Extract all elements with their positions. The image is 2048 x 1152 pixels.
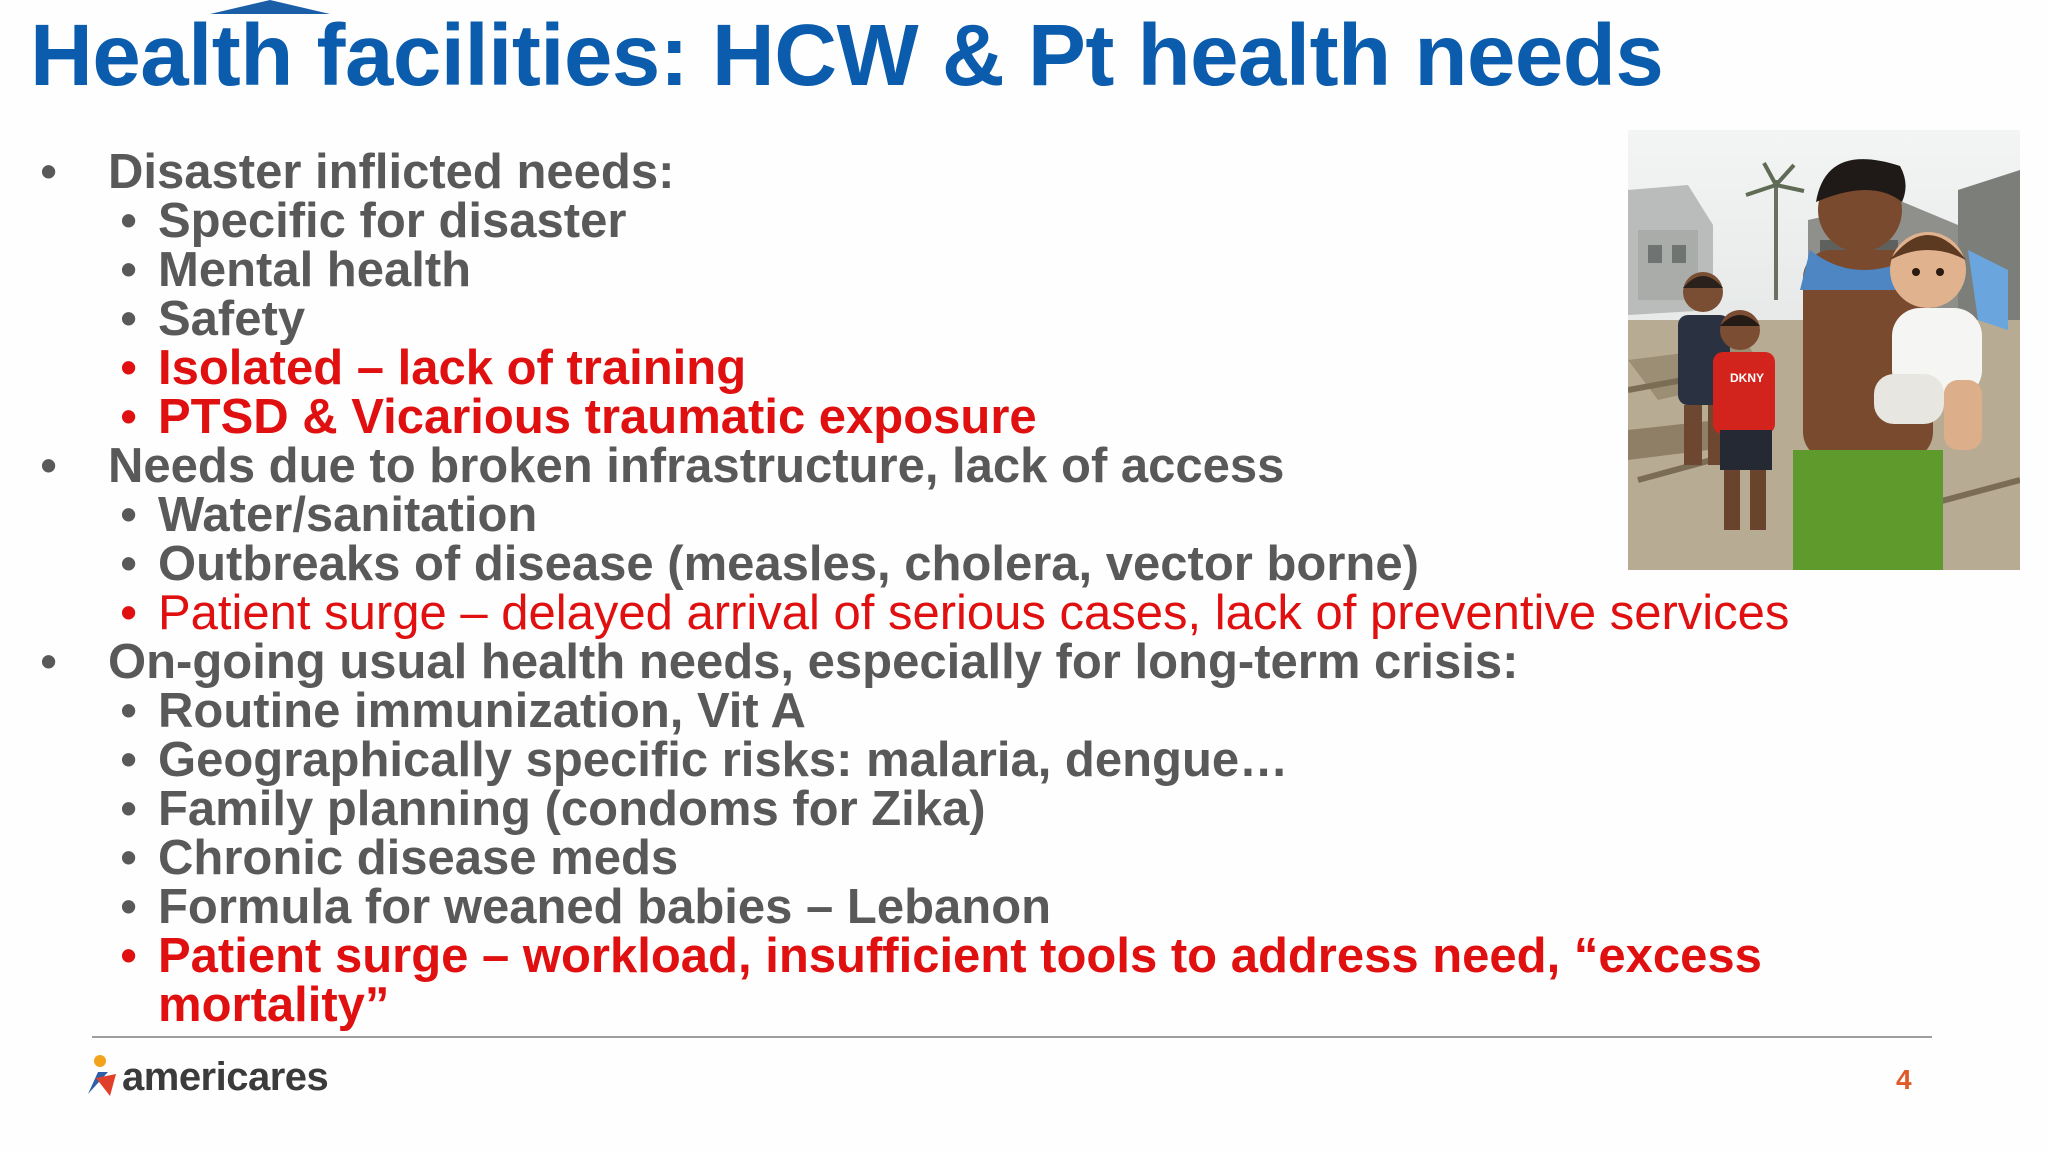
bullet-text: Disaster inflicted needs: [108, 145, 675, 199]
bullet-marker: • [120, 537, 138, 591]
bullet-marker: • [40, 439, 58, 493]
bullet-text: Formula for weaned babies – Lebanon [158, 880, 1052, 934]
bullet-marker: • [120, 684, 138, 738]
bullet-marker: • [40, 635, 58, 689]
shirt-logo-text: DKNY [1730, 371, 1765, 385]
bullet-text: Mental health [158, 243, 472, 297]
bullet-item [40, 635, 1940, 689]
bullet-marker: • [120, 488, 138, 542]
bullet-text: Routine immunization, Vit A [158, 684, 806, 738]
footer-divider [92, 1036, 1932, 1038]
bullet-text: Outbreaks of disease (measles, cholera, vector borne) [158, 537, 1419, 591]
bullet-marker: • [120, 194, 138, 248]
sub-bullet-item [40, 684, 1940, 738]
bullet-text: PTSD & Vicarious traumatic exposure [158, 390, 1037, 444]
bullet-marker: • [120, 880, 138, 934]
page-number: 4 [1896, 1064, 1912, 1095]
bullet-text: Water/sanitation [158, 488, 538, 542]
bullet-marker: • [120, 782, 138, 836]
sub-bullet-item [40, 880, 1940, 934]
bullet-text: Geographically specific risks: malaria, dengue… [158, 733, 1289, 787]
disaster-family-photo [1628, 130, 2020, 570]
bullet-marker: • [120, 243, 138, 297]
logo-wordmark: americares [122, 1054, 329, 1099]
slide-title: Health facilities: HCW & Pt health needs [30, 7, 1664, 104]
photo-illustration [1628, 130, 2020, 570]
bullet-marker: • [120, 929, 138, 983]
bullet-text: Chronic disease meds [158, 831, 679, 885]
sub-bullet-item [40, 782, 1940, 836]
bullet-text: Family planning (condoms for Zika) [158, 782, 986, 836]
bullet-marker: • [120, 586, 138, 640]
bullet-marker: • [120, 390, 138, 444]
bullet-marker: • [120, 341, 138, 395]
americares-logo-icon [86, 1054, 120, 1100]
americares-logo [86, 1052, 328, 1102]
bullet-text: Specific for disaster [158, 194, 627, 248]
bullet-marker: • [40, 145, 58, 199]
bullet-marker: • [120, 733, 138, 787]
sub-bullet-item [40, 586, 1940, 640]
bullet-text: Safety [158, 292, 306, 346]
bullet-text: On-going usual health needs, especially for long-term crisis: [108, 635, 1519, 689]
bullet-text: Isolated – lack of training [158, 341, 747, 395]
sub-bullet-item [40, 929, 1918, 1032]
bullet-marker: • [120, 292, 138, 346]
bullet-text: Patient surge – workload, insufficient tools to address need, “excess mortality” [158, 929, 1762, 1032]
bullet-text: Needs due to broken infrastructure, lack of access [108, 439, 1285, 493]
sub-bullet-item [40, 733, 1940, 787]
sub-bullet-item [40, 831, 1940, 885]
bullet-text: Patient surge – delayed arrival of serious cases, lack of preventive services [158, 586, 1790, 640]
bullet-marker: • [120, 831, 138, 885]
